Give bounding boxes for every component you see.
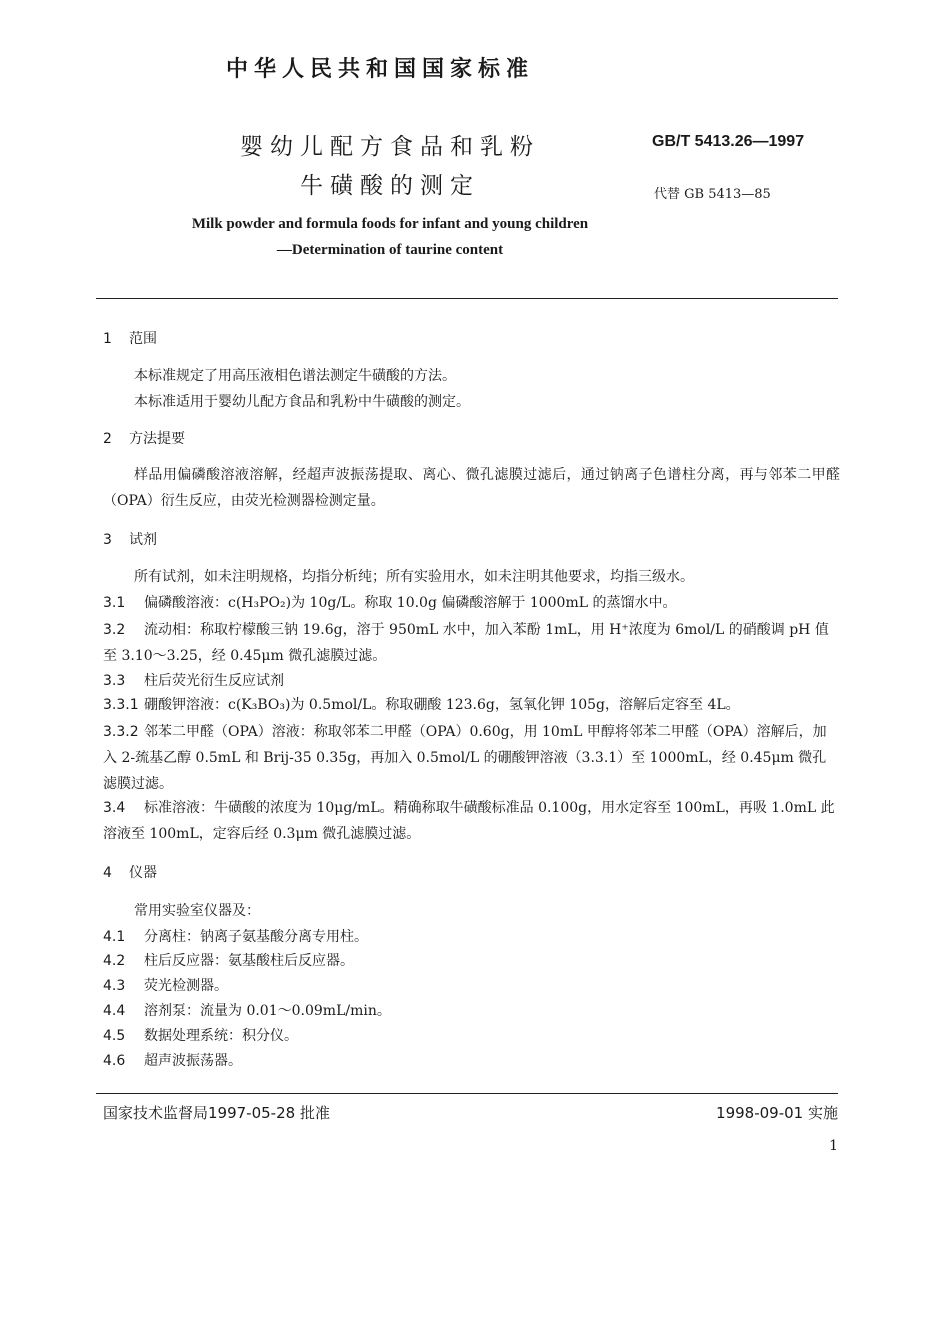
clause	[103, 998, 840, 1024]
clause-text: 柱后反应器：氨基酸柱后反应器。	[144, 953, 354, 969]
english-title-line2: —Determination of taurine content	[276, 242, 504, 258]
clause	[103, 1048, 840, 1074]
approval-date: 国家技术监督局1997-05-28 批准	[103, 1104, 330, 1122]
footer-divider	[96, 1093, 838, 1094]
clause-number: 4.5	[103, 1028, 126, 1044]
clause-number: 4.2	[103, 953, 126, 969]
clause	[103, 668, 840, 694]
clause-text: 荧光检测器。	[144, 978, 228, 994]
clause-number: 3.4	[103, 800, 126, 816]
clause-number: 3.3	[103, 673, 126, 689]
clause	[103, 590, 840, 616]
english-title-line1: Milk powder and formula foods for infant and young children	[191, 216, 589, 232]
clause-number: 4.3	[103, 978, 126, 994]
section-1-heading	[103, 328, 157, 348]
paragraph: 本标准规定了用高压液相色谱法测定牛磺酸的方法。	[134, 368, 456, 384]
clause-text: 标准溶液：牛磺酸的浓度为 10μg/mL。精确称取牛磺酸标准品 0.100g，用水定容至 100mL，再吸 1.0mL 此溶液至 100mL，定容后经 0.3μm 微孔滤膜过滤。	[103, 800, 835, 842]
section-4-heading	[103, 862, 157, 882]
clause-text: 柱后荧光衍生反应试剂	[144, 673, 284, 689]
section-2-heading	[103, 428, 185, 448]
clause	[103, 617, 840, 669]
clause-number: 3.1	[103, 595, 126, 611]
clause-number: 3.2	[103, 622, 126, 638]
standard-title-line1: 婴幼儿配方食品和乳粉	[240, 134, 540, 160]
paragraph: 所有试剂，如未注明规格，均指分析纯；所有实验用水，如未注明其他要求，均指三级水。	[134, 569, 694, 585]
section-title: 仪器	[129, 865, 157, 881]
paragraph: 样品用偏磷酸溶液溶解，经超声波振荡提取、离心、微孔滤膜过滤后，通过钠离子色谱柱分离，再与邻苯二甲醛（OPA）衍生反应，由荧光检测器检测定量。	[103, 467, 840, 509]
paragraph: 本标准适用于婴幼儿配方食品和乳粉中牛磺酸的测定。	[134, 394, 470, 410]
header-divider	[96, 298, 838, 299]
clause-text: 分离柱：钠离子氨基酸分离专用柱。	[144, 929, 368, 945]
standard-number: GB/T 5413.26—1997	[652, 133, 805, 150]
clause	[103, 973, 840, 999]
clause-text: 偏磷酸溶液：c(H₃PO₂)为 10g/L。称取 10.0g 偏磷酸溶解于 1000mL 的蒸馏水中。	[144, 595, 677, 611]
clause-text: 邻苯二甲醛（OPA）溶液：称取邻苯二甲醛（OPA）0.60g，用 10mL 甲醇将邻苯二甲醛（OPA）溶解后，加入 2-巯基乙醇 0.5mL 和 Brij-35 0.35g，再加入 0.5mol/L 的硼酸钾溶液（3.3.1）至 1000mL，经 0.45μm 微孔滤膜过滤。	[103, 724, 827, 792]
section-title: 方法提要	[129, 431, 185, 447]
section-3-heading	[103, 529, 157, 549]
section-title: 范围	[129, 331, 157, 347]
clause-text: 溶剂泵：流量为 0.01～0.09mL/min。	[144, 1003, 391, 1019]
clause-number: 3.3.2	[103, 724, 139, 740]
replaces-note: 代替 GB 5413—85	[654, 187, 771, 202]
clause-number: 4.1	[103, 929, 126, 945]
section-title: 试剂	[129, 532, 157, 548]
implementation-date: 1998-09-01 实施	[716, 1104, 838, 1122]
clause	[103, 948, 840, 974]
clause-number: 3.3.1	[103, 697, 139, 713]
paragraph: 常用实验室仪器及：	[134, 903, 260, 919]
section-number: 4	[103, 865, 112, 881]
clause-number: 4.6	[103, 1053, 126, 1069]
clause-text: 流动相：称取柠檬酸三钠 19.6g，溶于 950mL 水中，加入苯酚 1mL，用 H⁺浓度为 6mol/L 的硝酸调 pH 值至 3.10～3.25，经 0.45μm 微孔滤膜过滤。	[103, 622, 829, 664]
clause	[103, 924, 840, 950]
clause	[103, 692, 840, 718]
standard-title-line2: 牛磺酸的测定	[300, 173, 480, 199]
clause	[103, 795, 840, 847]
clause	[103, 1023, 840, 1049]
clause-number: 4.4	[103, 1003, 126, 1019]
clause	[103, 719, 840, 797]
clause-text: 硼酸钾溶液：c(K₃BO₃)为 0.5mol/L。称取硼酸 123.6g，氢氧化钾 105g，溶解后定容至 4L。	[144, 697, 740, 713]
section-number: 2	[103, 431, 112, 447]
page-number: 1	[829, 1138, 838, 1154]
section-number: 1	[103, 331, 112, 347]
national-standard-header: 中华人民共和国国家标准	[225, 57, 534, 82]
clause-text: 数据处理系统：积分仪。	[144, 1028, 298, 1044]
section-number: 3	[103, 532, 112, 548]
clause-text: 超声波振荡器。	[144, 1053, 242, 1069]
